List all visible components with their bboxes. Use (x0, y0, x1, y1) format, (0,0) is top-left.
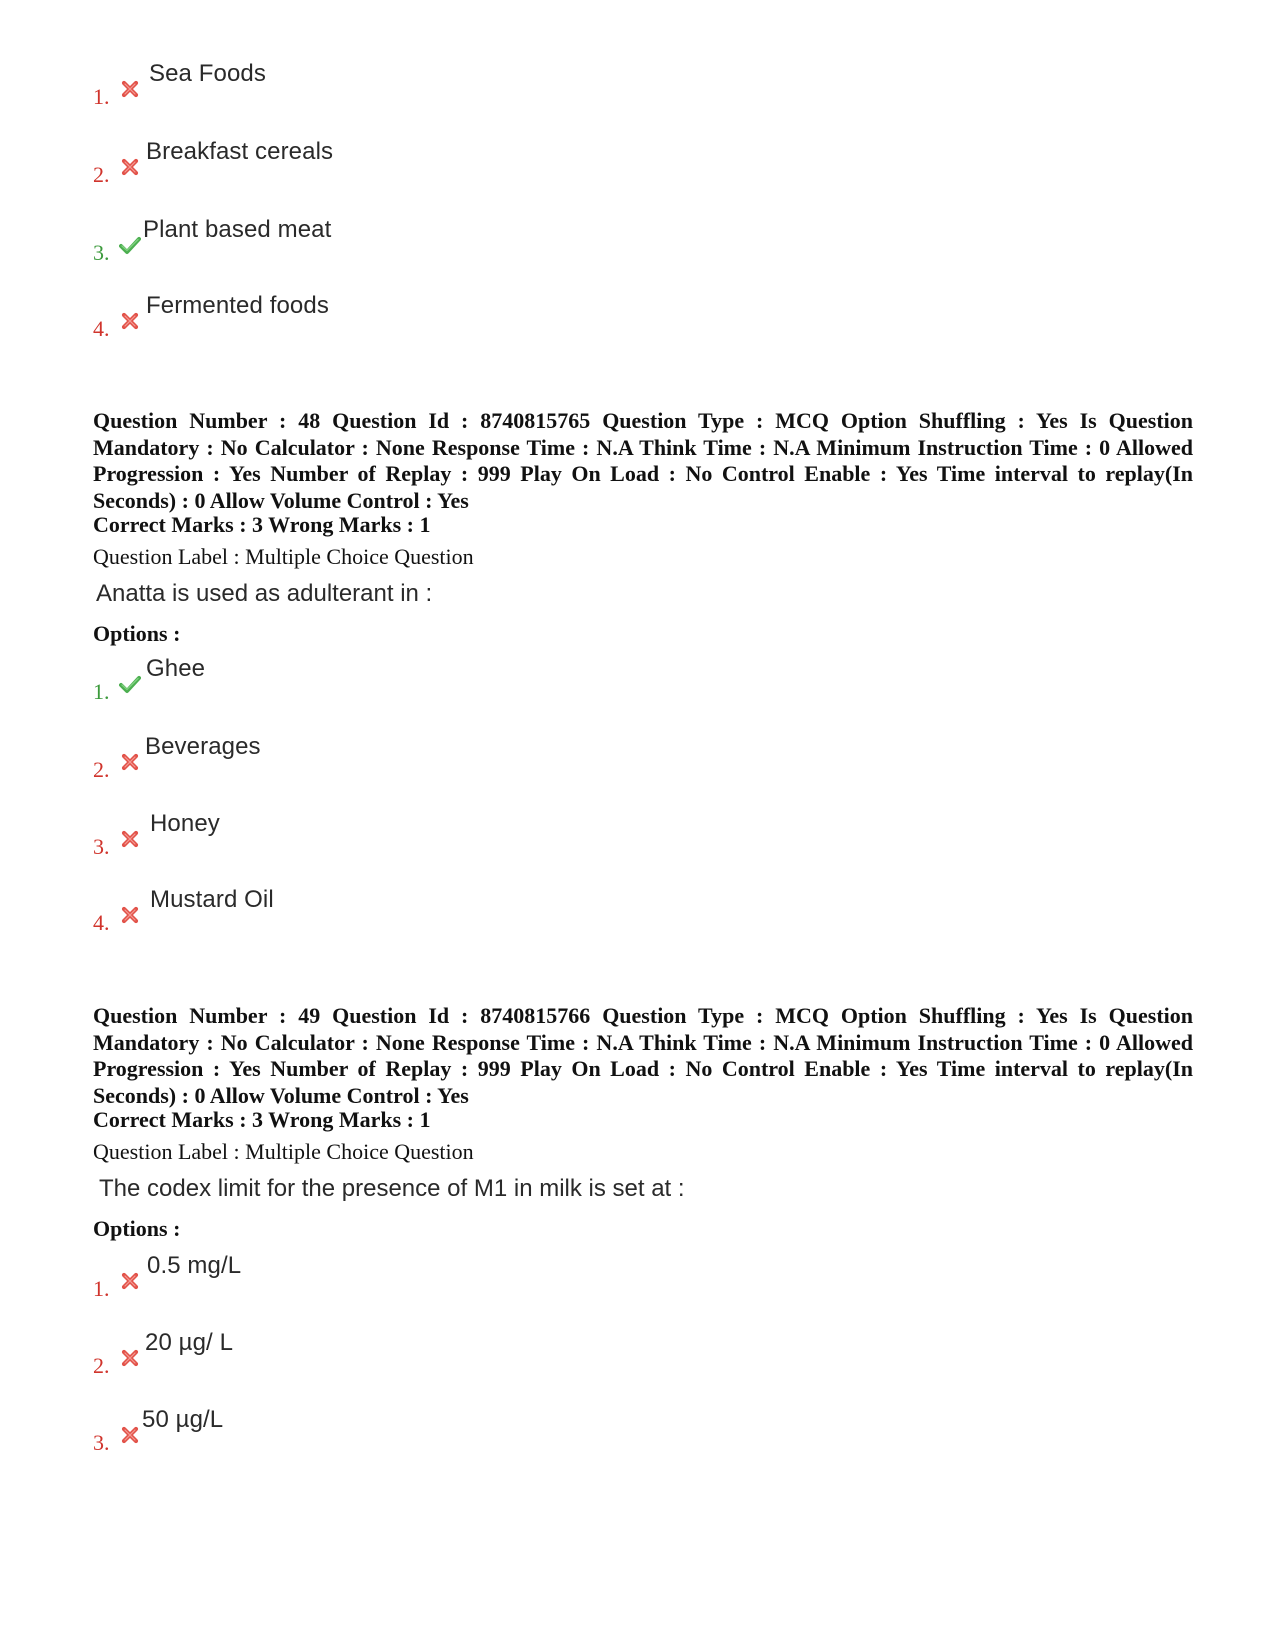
option-text: 0.5 mg/L (147, 1252, 242, 1279)
option-text: Mustard Oil (150, 886, 274, 913)
option-number: 1. (93, 679, 110, 704)
check-icon (119, 673, 141, 695)
option-text: Beverages (145, 733, 261, 760)
cross-icon (119, 78, 141, 100)
option-number: 2. (93, 757, 110, 782)
option-number: 3. (93, 1430, 110, 1455)
check-icon (119, 234, 141, 256)
option-number: 1. (93, 84, 110, 109)
option-text: 50 µg/L (142, 1406, 224, 1433)
cross-icon (119, 1347, 141, 1369)
options-heading: Options : (93, 1216, 181, 1241)
option-number: 4. (93, 316, 110, 341)
question-label: Question Label : Multiple Choice Question (93, 544, 474, 569)
option-text: 20 µg/ L (145, 1329, 234, 1356)
option-number: 4. (93, 910, 110, 935)
question-marks: Correct Marks : 3 Wrong Marks : 1 (93, 1107, 431, 1132)
option-text: Honey (150, 810, 220, 837)
question-label: Question Label : Multiple Choice Question (93, 1139, 474, 1164)
cross-icon (119, 828, 141, 850)
option-number: 1. (93, 1276, 110, 1301)
option-text: Breakfast cereals (146, 138, 334, 165)
option-number: 3. (93, 240, 110, 265)
option-text: Fermented foods (146, 292, 329, 319)
question-text: The codex limit for the presence of M1 in milk is set at : (99, 1175, 685, 1202)
cross-icon (119, 1270, 141, 1292)
option-text: Ghee (146, 655, 206, 682)
option-text: Plant based meat (143, 216, 332, 243)
question-metadata: Question Number : 48 Question Id : 8740815765 Question Type : MCQ Option Shuffling : Yes Is Question Mandatory : No Calculator : None Response Time : N.A Think Time : N.A Minimum Instruction Time : 0 Allowed Progression : Yes Number of Replay : 999 Play On Load : No Control Enable : Yes Time interval to replay(In Seconds) : 0 Allow Volume Control : Yes (93, 408, 1193, 513)
cross-icon (119, 904, 141, 926)
question-marks: Correct Marks : 3 Wrong Marks : 1 (93, 512, 431, 537)
option-number: 2. (93, 1353, 110, 1378)
option-number: 3. (93, 834, 110, 859)
question-text: Anatta is used as adulterant in : (96, 580, 433, 607)
option-number: 2. (93, 162, 110, 187)
option-text: Sea Foods (149, 60, 266, 87)
cross-icon (119, 751, 141, 773)
options-heading: Options : (93, 621, 181, 646)
cross-icon (119, 1424, 141, 1446)
cross-icon (119, 156, 141, 178)
question-metadata: Question Number : 49 Question Id : 8740815766 Question Type : MCQ Option Shuffling : Yes Is Question Mandatory : No Calculator : None Response Time : N.A Think Time : N.A Minimum Instruction Time : 0 Allowed Progression : Yes Number of Replay : 999 Play On Load : No Control Enable : Yes Time interval to replay(In Seconds) : 0 Allow Volume Control : Yes (93, 1003, 1193, 1108)
cross-icon (119, 310, 141, 332)
